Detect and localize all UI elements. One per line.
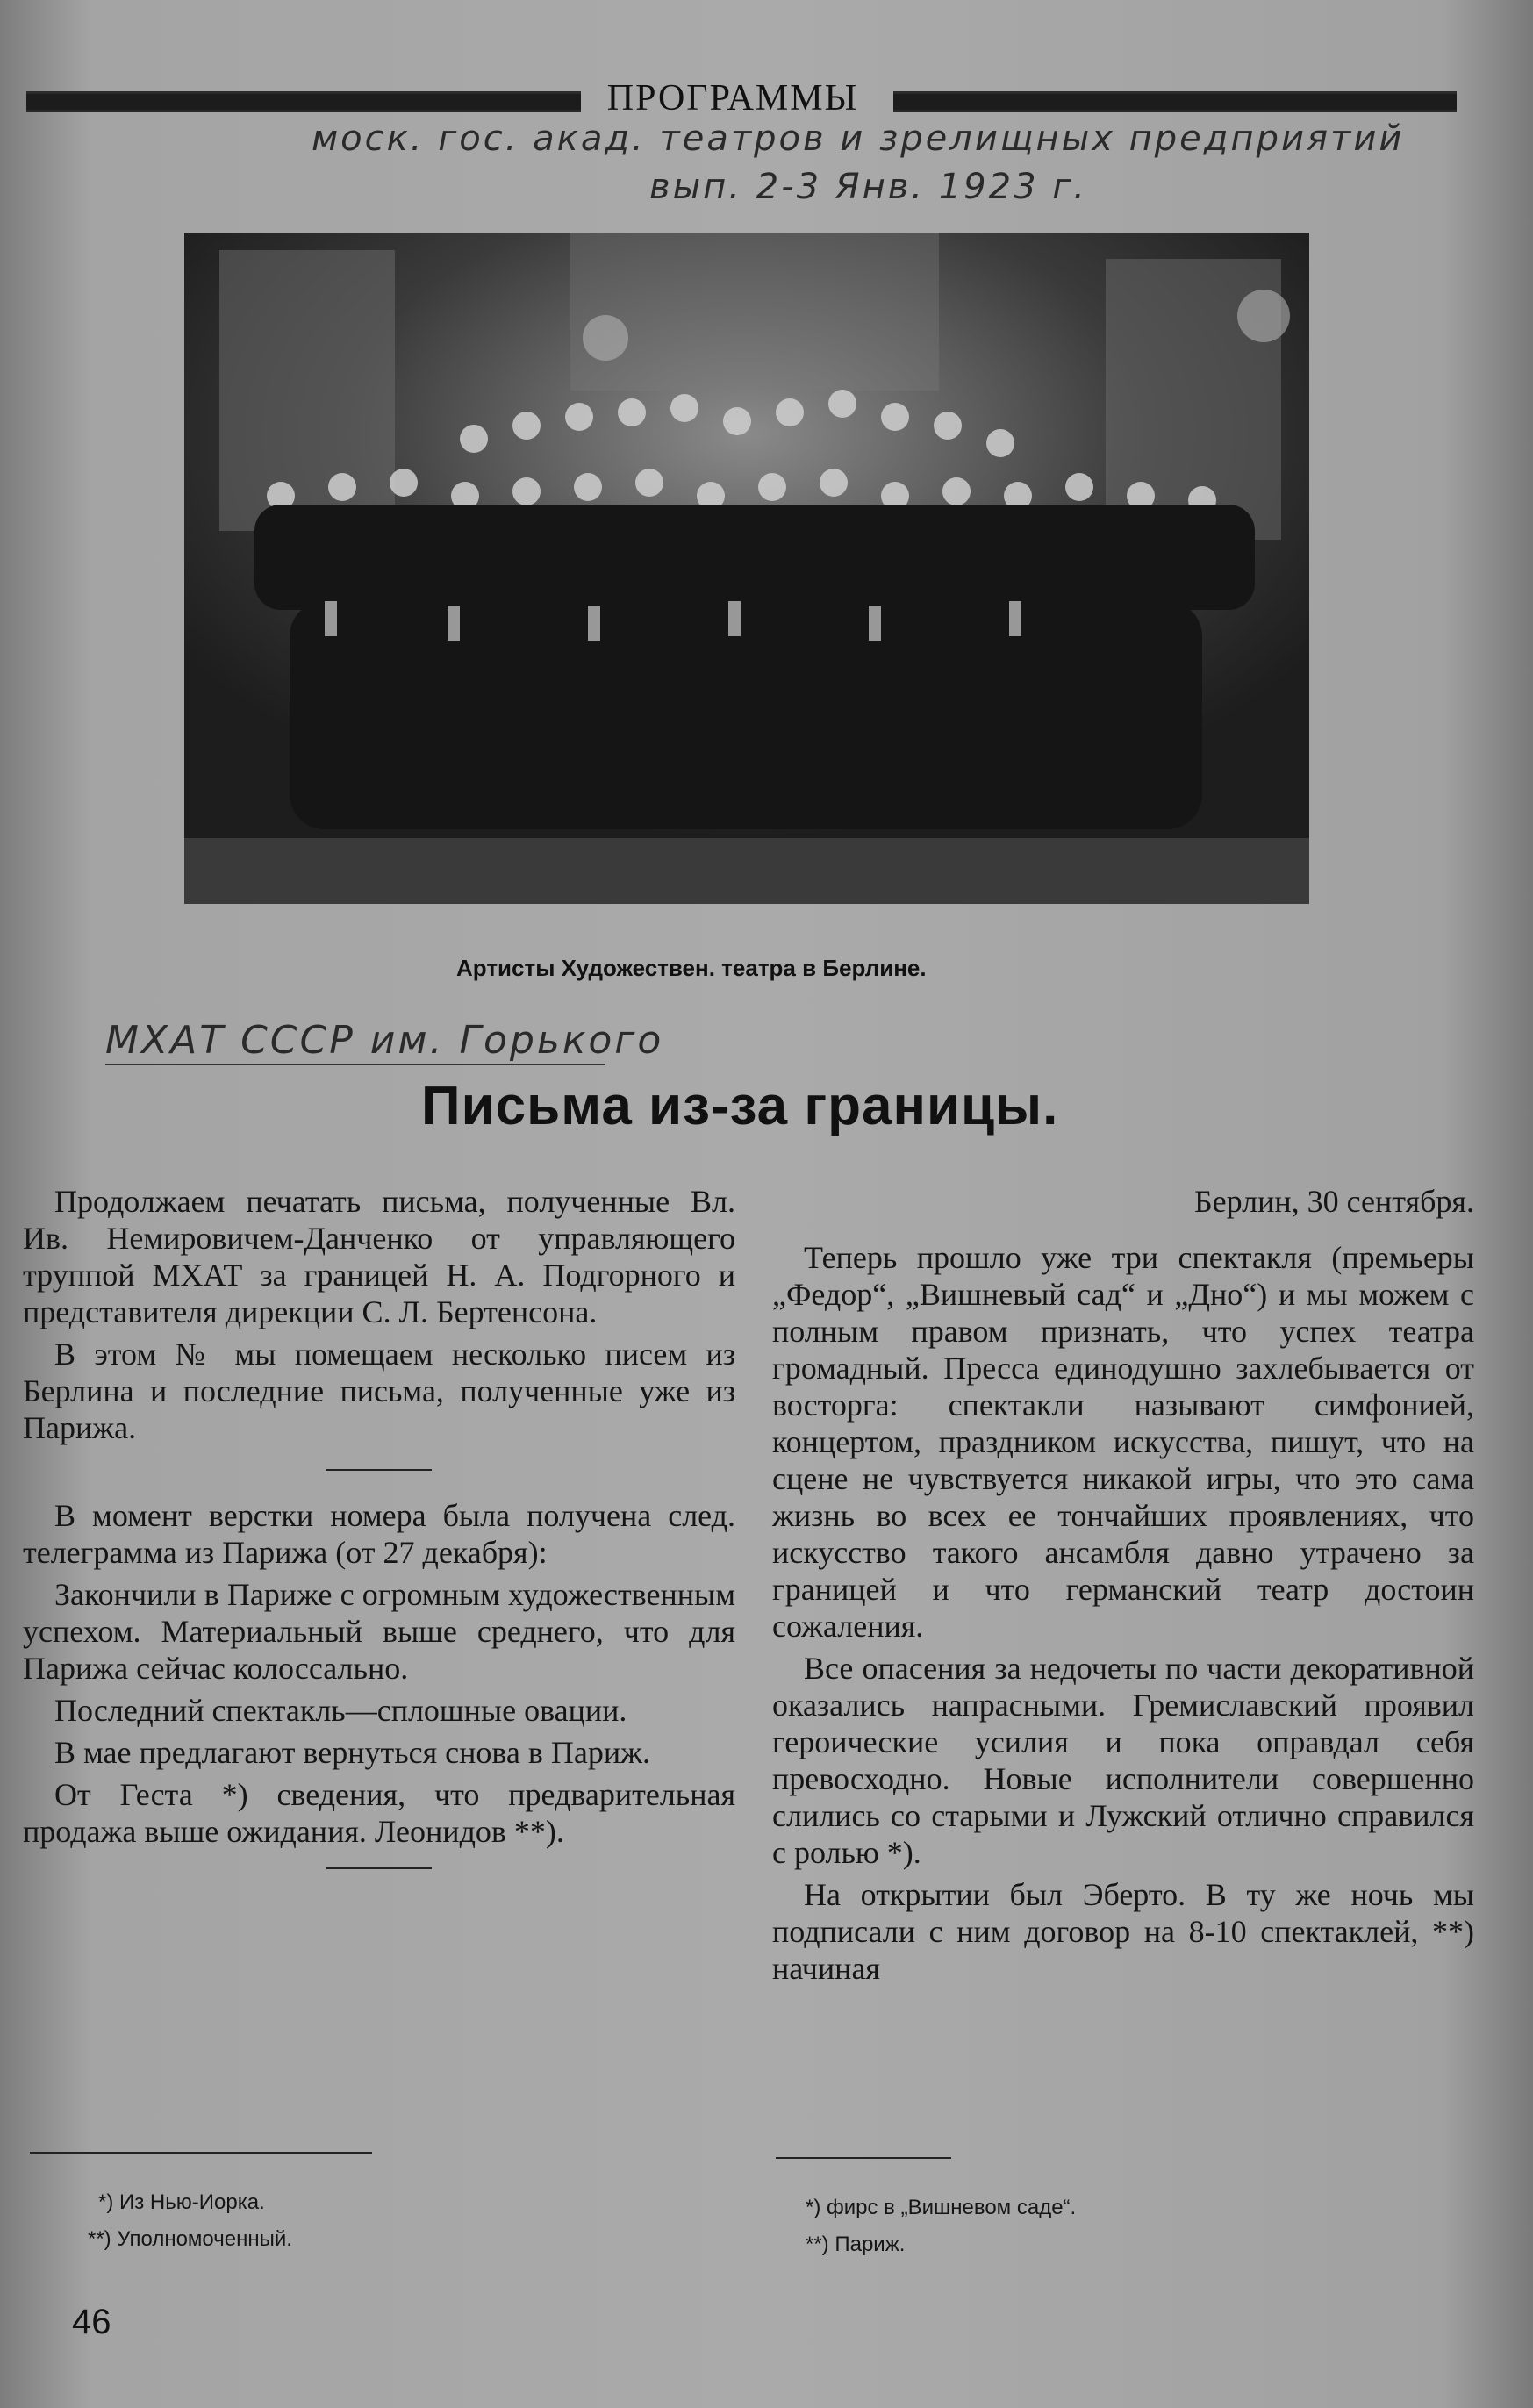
left-separator-2 bbox=[326, 1867, 432, 1869]
left-paragraph-6: В мае предлагают вернуться снова в Париж. bbox=[54, 1735, 651, 1770]
handwritten-theatre-note: МХАТ СССР им. Горького bbox=[105, 1018, 664, 1063]
footnote-left-2: **) Уполномоченный. bbox=[88, 2227, 292, 2251]
handwritten-note-line2: вып. 2-3 Янв. 1923 г. bbox=[649, 167, 1087, 207]
handwritten-note-line1: моск. гос. акад. театров и зрелищных предприятий bbox=[312, 118, 1405, 159]
left-paragraph-4: Закончили в Париже с огромным художественным успехом. Материальный выше среднего, что для Парижа сейчас колоссально. bbox=[23, 1577, 735, 1686]
bleed-through-right bbox=[1316, 140, 1533, 930]
left-paragraph-1: Продолжаем печатать письма, полученные Вл. Ив. Немировичем-Данченко от управляющего труппой МХАТ за границей Н. А. Подгорного и представителя дирекции С. Л. Бертенсона. bbox=[23, 1184, 735, 1329]
group-photo bbox=[184, 233, 1309, 904]
left-paragraph-7: От Геста *) сведения, что предварительная продажа выше ожидания. Леонидов **). bbox=[23, 1777, 735, 1849]
footnote-rule-left bbox=[30, 2152, 372, 2154]
page-number: 46 bbox=[72, 2303, 111, 2341]
header-rule-right bbox=[893, 91, 1457, 112]
footnote-right-2: **) Париж. bbox=[806, 2232, 906, 2256]
handwritten-underline bbox=[105, 1064, 605, 1065]
footnote-left-1: *) Из Нью-Иорка. bbox=[98, 2190, 265, 2214]
left-paragraph-2: В этом № мы помещаем несколько писем из Берлина и последние письма, полученные уже из Парижа. bbox=[23, 1337, 735, 1445]
group-photo-image bbox=[184, 233, 1309, 904]
header-rule-left bbox=[26, 91, 581, 112]
right-paragraph-3: На открытии был Эберто. В ту же ночь мы подписали с ним договор на 8-10 спектаклей, **) начиная bbox=[772, 1877, 1474, 1986]
left-paragraph-5: Последний спектакль—сплошные овации. bbox=[54, 1693, 627, 1728]
left-paragraph-3: В момент верстки номера была получена след. телеграмма из Парижа (от 27 декабря): bbox=[23, 1498, 735, 1570]
photo-caption: Артисты Художествен. театра в Берлине. bbox=[456, 955, 927, 981]
header-title: ПРОГРАММЫ bbox=[606, 78, 859, 118]
right-paragraph-2: Все опасения за недочеты по части декоративной оказались напрасными. Гремиславский проявил героические усилия и пока оправдал себя превосходно. Новые исполнители совершенно слились со старыми и Лужский отлично справился с ролью *). bbox=[772, 1651, 1474, 1870]
article-title: Письма из-за границы. bbox=[421, 1076, 1059, 1136]
footnote-rule-right bbox=[776, 2157, 951, 2159]
dateline: Берлин, 30 сентября. bbox=[1193, 1184, 1474, 1219]
right-paragraph-1: Теперь прошло уже три спектакля (премьеры „Федор“, „Вишневый сад“ и „Дно“) и мы можем с полным правом признать, что успех театра громадный. Пресса единодушно захлебывается от восторга: спектакли называют симфонией, концертом, праздником искусства, пишут, что на сцене не чувствуется никакой игры, что это сама жизнь во всех ее тончайших проявлениях, что искусство такого ансамбля давно утрачено за границей и что германский театр достоин сожаления. bbox=[772, 1240, 1474, 1644]
footnote-right-1: *) фирс в „Вишневом саде“. bbox=[806, 2196, 1077, 2219]
bleed-through-left bbox=[0, 140, 176, 930]
left-separator-1 bbox=[326, 1469, 432, 1471]
left-column bbox=[23, 1183, 735, 1869]
right-column bbox=[772, 1183, 1474, 1992]
